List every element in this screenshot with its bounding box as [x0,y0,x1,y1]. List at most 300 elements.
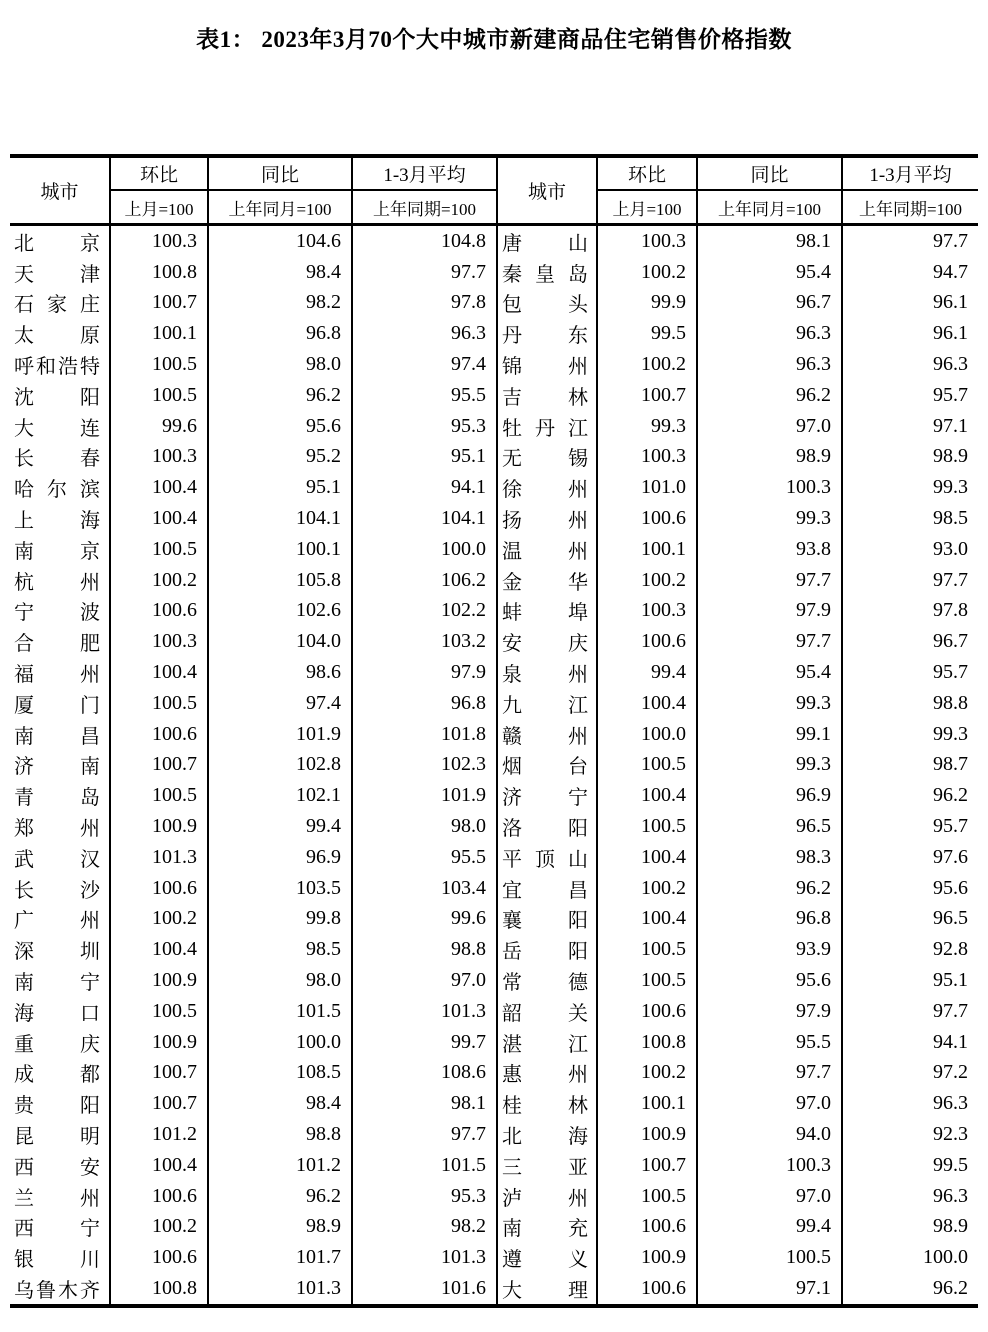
city-name [14,843,100,872]
mom-cell-left: 100.4 [110,472,208,503]
city-char: 庄 [80,294,100,317]
table-row [10,288,978,319]
yoy-cell-right: 97.0 [697,411,842,442]
header-city-left: 城市 [10,156,110,225]
table-row [10,1273,978,1306]
city-name [14,473,100,502]
city-char: 州 [568,540,588,563]
mom-cell-right: 100.6 [597,1273,697,1306]
city-char: 天 [14,263,34,286]
city-char: 和 [36,356,56,379]
city-char: 州 [80,571,100,594]
table-row [10,318,978,349]
city-cell-left [10,934,110,965]
yoy-cell-left: 108.5 [208,1058,352,1089]
yoy-cell-right: 96.5 [697,811,842,842]
city-cell-left [10,411,110,442]
city-cell-left [10,534,110,565]
header-avg-right: 1-3月平均 [842,156,978,190]
mom-cell-right: 100.4 [597,780,697,811]
avg-cell-left: 98.1 [352,1088,497,1119]
city-char: 都 [80,1064,100,1087]
city-char: 皇 [535,263,555,286]
mom-cell-left: 100.5 [110,688,208,719]
yoy-cell-right: 97.0 [697,1088,842,1119]
city-cell-left [10,442,110,473]
yoy-cell-left: 95.1 [208,472,352,503]
city-cell-right [497,288,597,319]
avg-cell-right: 97.7 [842,565,978,596]
header-mom-right: 环比 [597,156,697,190]
city-cell-right [497,534,597,565]
avg-cell-left: 97.4 [352,349,497,380]
city-cell-right [497,257,597,288]
city-char: 川 [80,1249,100,1272]
table-row [10,626,978,657]
avg-cell-right: 98.8 [842,688,978,719]
city-char: 呼 [14,356,34,379]
table-row [10,596,978,627]
city-char: 长 [14,448,34,471]
mom-cell-left: 100.4 [110,503,208,534]
mom-cell-left: 100.2 [110,1212,208,1243]
city-char: 济 [14,756,34,779]
yoy-cell-right: 96.8 [697,904,842,935]
city-char: 北 [14,232,34,255]
city-char: 九 [502,694,522,717]
avg-cell-right: 92.8 [842,934,978,965]
city-char: 阳 [568,941,588,964]
city-name [502,1182,588,1211]
city-char: 烟 [502,756,522,779]
city-char: 明 [80,1126,100,1148]
city-char: 岛 [80,787,100,810]
mom-cell-right: 100.1 [597,534,697,565]
city-cell-left [10,596,110,627]
yoy-cell-left: 98.4 [208,257,352,288]
avg-cell-right: 93.0 [842,534,978,565]
city-cell-left [10,873,110,904]
yoy-cell-right: 98.3 [697,842,842,873]
city-name [14,720,100,749]
avg-cell-left: 98.0 [352,811,497,842]
city-cell-left [10,503,110,534]
city-cell-right [497,1273,597,1306]
table-row [10,719,978,750]
avg-cell-left: 94.1 [352,472,497,503]
city-name [502,689,588,718]
city-char: 包 [502,294,522,317]
city-char: 南 [80,756,100,779]
city-char: 州 [568,510,588,533]
city-char: 鲁 [36,1279,56,1302]
city-char: 津 [80,263,100,286]
city-char: 安 [80,1156,100,1179]
city-char: 重 [14,1033,34,1056]
city-name [14,997,100,1026]
city-char: 州 [80,664,100,687]
city-char: 齐 [80,1279,100,1302]
mom-cell-left: 100.7 [110,288,208,319]
city-char: 杭 [14,571,34,594]
city-name [502,381,588,410]
city-char: 桂 [502,1095,522,1118]
mom-cell-right: 100.5 [597,750,697,781]
city-char: 春 [80,448,100,471]
yoy-cell-right: 97.7 [697,626,842,657]
city-name [14,1028,100,1057]
city-name [14,566,100,595]
city-char: 尔 [47,479,67,502]
city-cell-left [10,1150,110,1181]
table-row [10,1150,978,1181]
city-cell-right [497,657,597,688]
city-char: 湛 [502,1033,522,1056]
mom-cell-left: 100.5 [110,349,208,380]
city-name [502,1274,588,1303]
city-char: 波 [80,602,100,625]
mom-cell-right: 100.5 [597,934,697,965]
city-name [502,812,588,841]
city-char: 阳 [80,386,100,409]
city-char: 蚌 [502,602,522,625]
city-cell-right [497,380,597,411]
yoy-cell-left: 98.6 [208,657,352,688]
table-row [10,411,978,442]
avg-cell-left: 102.3 [352,750,497,781]
header-city-right: 城市 [497,156,597,225]
mom-cell-right: 100.6 [597,996,697,1027]
city-cell-right [497,1212,597,1243]
city-char: 成 [14,1064,34,1087]
city-name [502,750,588,779]
city-name [14,412,100,441]
city-cell-left [10,565,110,596]
yoy-cell-left: 105.8 [208,565,352,596]
city-name [502,874,588,903]
city-char: 州 [568,1187,588,1210]
city-char: 赣 [502,725,522,748]
city-cell-right [497,442,597,473]
yoy-cell-left: 100.0 [208,1027,352,1058]
mom-cell-left: 100.7 [110,750,208,781]
mom-cell-right: 99.5 [597,318,697,349]
city-name [502,904,588,933]
table-row [10,442,978,473]
city-char: 京 [80,540,100,563]
yoy-cell-right: 97.0 [697,1181,842,1212]
city-char: 江 [568,1033,588,1056]
avg-cell-right: 96.2 [842,1273,978,1306]
city-char: 西 [14,1156,34,1179]
city-char: 吉 [502,386,522,409]
avg-cell-left: 103.2 [352,626,497,657]
city-char: 韶 [502,1002,522,1025]
avg-cell-right: 98.5 [842,503,978,534]
city-char: 徐 [502,479,522,502]
city-char: 州 [568,356,588,379]
avg-cell-right: 95.7 [842,811,978,842]
city-char: 江 [568,417,588,440]
avg-cell-right: 98.9 [842,1212,978,1243]
mom-cell-right: 100.1 [597,1088,697,1119]
yoy-cell-right: 97.9 [697,996,842,1027]
city-cell-left [10,657,110,688]
city-name [14,1120,100,1149]
city-name [502,843,588,872]
city-cell-right [497,934,597,965]
city-char: 上 [14,510,34,533]
mom-cell-right: 100.3 [597,225,697,257]
avg-cell-left: 97.8 [352,288,497,319]
avg-cell-left: 108.6 [352,1058,497,1089]
yoy-cell-left: 98.0 [208,349,352,380]
table-row [10,1027,978,1058]
city-name [502,442,588,471]
yoy-cell-left: 101.9 [208,719,352,750]
city-char: 肥 [80,633,100,656]
mom-cell-right: 100.2 [597,257,697,288]
table-row [10,657,978,688]
city-char: 家 [47,294,67,317]
city-char: 义 [568,1249,588,1272]
city-char: 连 [80,417,100,440]
city-cell-right [497,565,597,596]
city-char: 华 [568,571,588,594]
city-name [502,1151,588,1180]
yoy-cell-right: 100.5 [697,1242,842,1273]
city-char: 三 [502,1156,522,1179]
mom-cell-left: 100.7 [110,1088,208,1119]
yoy-cell-left: 104.6 [208,225,352,257]
mom-cell-right: 100.7 [597,380,697,411]
avg-cell-left: 101.5 [352,1150,497,1181]
city-char: 合 [14,633,34,656]
city-name [14,1182,100,1211]
yoy-cell-right: 96.3 [697,349,842,380]
city-char: 常 [502,972,522,995]
mom-cell-right: 100.7 [597,1150,697,1181]
mom-cell-left: 100.4 [110,657,208,688]
mom-cell-right: 100.2 [597,349,697,380]
subheader-mom-base-left: 上月=100 [110,190,208,225]
city-name [502,658,588,687]
city-char: 宁 [80,972,100,995]
mom-cell-right: 100.8 [597,1027,697,1058]
yoy-cell-left: 97.4 [208,688,352,719]
mom-cell-left: 100.5 [110,534,208,565]
city-cell-right [497,904,597,935]
city-cell-left [10,996,110,1027]
mom-cell-left: 100.9 [110,811,208,842]
mom-cell-right: 100.2 [597,565,697,596]
city-char: 京 [80,232,100,255]
subheader-yoy-base-left: 上年同月=100 [208,190,352,225]
yoy-cell-right: 95.6 [697,965,842,996]
city-char: 滨 [80,479,100,502]
yoy-cell-right: 97.7 [697,1058,842,1089]
city-char: 特 [80,356,100,379]
yoy-cell-right: 98.1 [697,225,842,257]
city-char: 汉 [80,848,100,871]
table-row [10,1119,978,1150]
city-cell-left [10,1088,110,1119]
city-char: 州 [80,818,100,841]
city-cell-right [497,688,597,719]
city-char: 平 [502,848,522,871]
city-name [502,227,588,256]
yoy-cell-left: 101.3 [208,1273,352,1306]
header-mom-left: 环比 [110,156,208,190]
table-row [10,842,978,873]
avg-cell-left: 96.3 [352,318,497,349]
city-cell-right [497,780,597,811]
mom-cell-right: 99.3 [597,411,697,442]
city-char: 丹 [535,417,555,440]
city-cell-left [10,965,110,996]
avg-cell-right: 97.7 [842,996,978,1027]
mom-cell-left: 100.8 [110,257,208,288]
city-char: 州 [80,1187,100,1210]
avg-cell-left: 95.3 [352,411,497,442]
avg-cell-right: 96.3 [842,1181,978,1212]
avg-cell-right: 97.2 [842,1058,978,1089]
table-row [10,873,978,904]
city-cell-left [10,1058,110,1089]
city-name [14,1058,100,1087]
yoy-cell-left: 102.1 [208,780,352,811]
avg-cell-left: 101.8 [352,719,497,750]
city-char: 南 [14,725,34,748]
yoy-cell-right: 97.9 [697,596,842,627]
mom-cell-left: 100.2 [110,904,208,935]
mom-cell-left: 100.3 [110,626,208,657]
city-char: 海 [14,1002,34,1025]
avg-cell-right: 96.1 [842,318,978,349]
avg-cell-right: 97.1 [842,411,978,442]
yoy-cell-left: 98.9 [208,1212,352,1243]
mom-cell-right: 100.9 [597,1242,697,1273]
mom-cell-left: 100.4 [110,1150,208,1181]
avg-cell-right: 99.5 [842,1150,978,1181]
city-name [14,319,100,348]
city-name [14,442,100,471]
city-char: 西 [14,1218,34,1241]
city-name [14,874,100,903]
avg-cell-left: 104.8 [352,225,497,257]
city-cell-right [497,1027,597,1058]
city-char: 长 [14,879,34,902]
avg-cell-right: 94.7 [842,257,978,288]
city-char: 头 [568,294,588,317]
header-row-sub [10,190,978,225]
avg-cell-right: 97.8 [842,596,978,627]
city-char: 唐 [502,232,522,255]
city-cell-left [10,1242,110,1273]
mom-cell-left: 100.6 [110,719,208,750]
city-name [14,1212,100,1241]
subheader-avg-base-left: 上年同期=100 [352,190,497,225]
mom-cell-left: 100.3 [110,225,208,257]
city-char: 北 [502,1126,522,1148]
table-row [10,503,978,534]
yoy-cell-right: 100.3 [697,472,842,503]
city-char: 厦 [14,694,34,717]
mom-cell-right: 99.9 [597,288,697,319]
table-row [10,780,978,811]
table-row [10,965,978,996]
avg-cell-right: 97.7 [842,225,978,257]
city-char: 台 [568,756,588,779]
city-char: 理 [568,1279,588,1302]
city-cell-left [10,750,110,781]
city-char: 襄 [502,910,522,933]
city-char: 阳 [568,910,588,933]
city-name [14,689,100,718]
mom-cell-left: 100.6 [110,873,208,904]
yoy-cell-right: 93.9 [697,934,842,965]
avg-cell-left: 98.2 [352,1212,497,1243]
city-char: 亚 [568,1156,588,1179]
city-char: 州 [568,1064,588,1087]
city-char: 南 [14,972,34,995]
avg-cell-right: 95.7 [842,657,978,688]
yoy-cell-right: 95.4 [697,257,842,288]
mom-cell-right: 100.4 [597,904,697,935]
yoy-cell-left: 96.8 [208,318,352,349]
city-char: 庆 [568,633,588,656]
city-cell-left [10,688,110,719]
city-char: 大 [14,417,34,440]
city-char: 顶 [535,848,555,871]
yoy-cell-right: 96.3 [697,318,842,349]
avg-cell-right: 95.6 [842,873,978,904]
city-cell-left [10,904,110,935]
city-name [14,1243,100,1272]
table-row [10,1058,978,1089]
table-row [10,349,978,380]
city-cell-right [497,842,597,873]
city-cell-left [10,1273,110,1306]
table-row [10,934,978,965]
city-cell-right [497,996,597,1027]
city-char: 昌 [568,879,588,902]
city-name [14,781,100,810]
yoy-cell-right: 93.8 [697,534,842,565]
mom-cell-right: 100.5 [597,811,697,842]
mom-cell-right: 100.4 [597,842,697,873]
city-char: 东 [568,325,588,348]
city-name [502,535,588,564]
city-char: 昌 [80,725,100,748]
city-name [502,566,588,595]
avg-cell-left: 101.6 [352,1273,497,1306]
avg-cell-left: 98.8 [352,934,497,965]
city-char: 遵 [502,1249,522,1272]
yoy-cell-left: 102.8 [208,750,352,781]
avg-cell-right: 98.9 [842,442,978,473]
yoy-cell-left: 95.2 [208,442,352,473]
city-name [14,504,100,533]
city-char: 庆 [80,1033,100,1056]
city-char: 银 [14,1249,34,1272]
yoy-cell-left: 104.0 [208,626,352,657]
city-char: 扬 [502,510,522,533]
city-cell-left [10,1212,110,1243]
yoy-cell-right: 100.3 [697,1150,842,1181]
city-char: 济 [502,787,522,810]
city-cell-right [497,318,597,349]
